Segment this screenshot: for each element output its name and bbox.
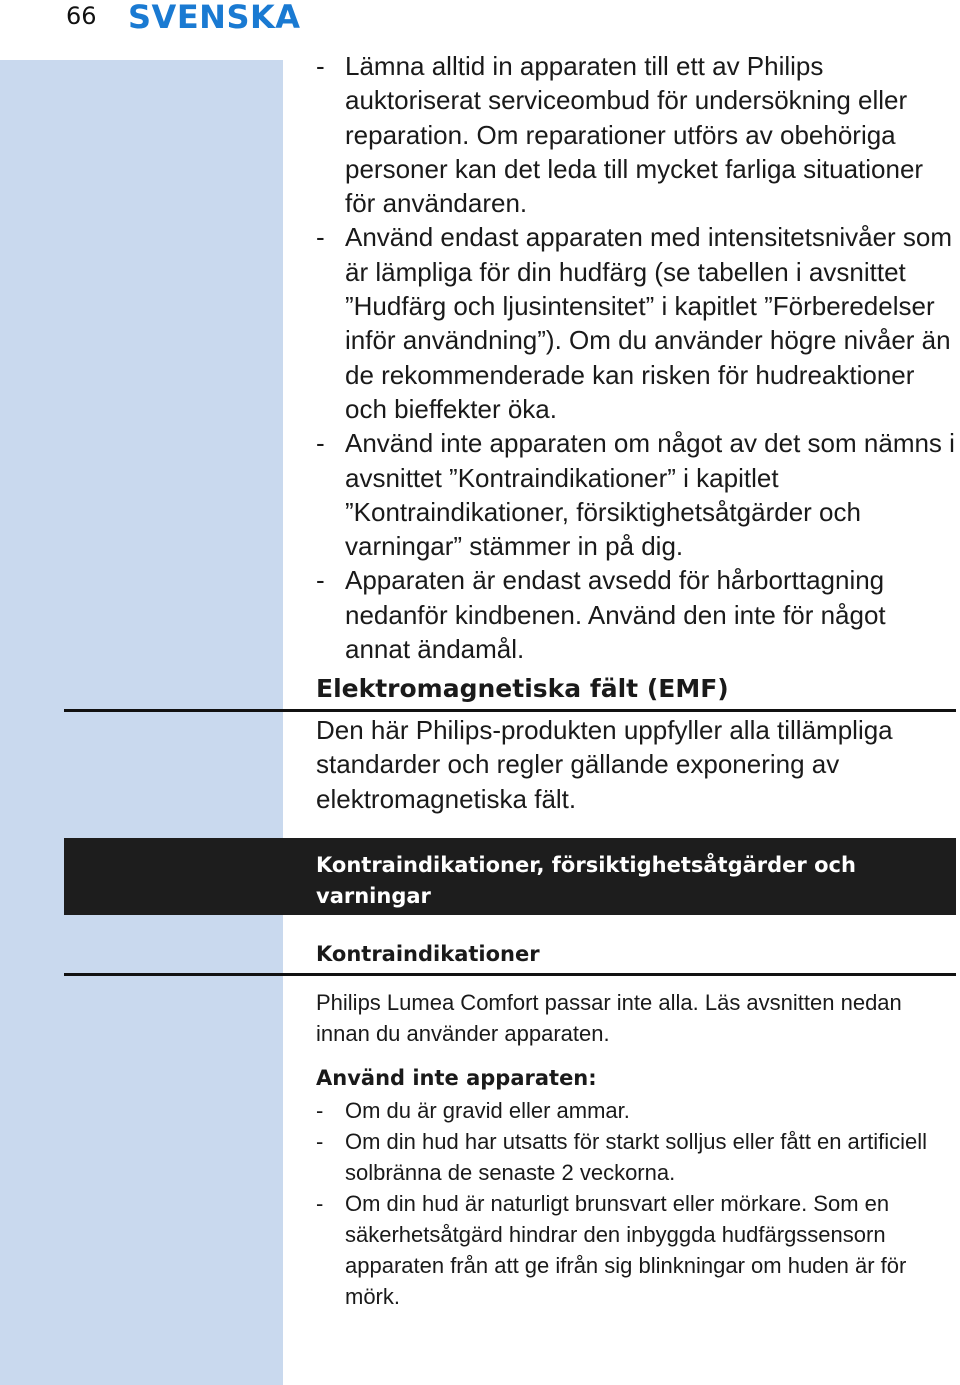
list-item: - Om din hud har utsatts för starkt solljus eller fått en artificiell solbränna de senaste 2 veckorna. — [316, 1126, 956, 1188]
page-title: SVENSKA — [128, 0, 301, 36]
list-item: - Apparaten är endast avsedd för hårborttagning nedanför kindbenen. Använd den inte för något annat ändamål. — [316, 563, 956, 666]
emf-heading: Elektromagnetiska fält (EMF) — [316, 674, 729, 703]
list-item: - Om din hud är naturligt brunsvart eller mörkare. Som en säkerhetsåtgärd hindrar den inbyggda hudfärgssensorn apparaten från att ge ifrån sig blinkningar om huden är för mörk. — [316, 1188, 956, 1312]
emf-paragraph: Den här Philips-produkten uppfyller alla tillämpliga standarder och regler gällande exponering av elektromagnetiska fält. — [316, 715, 893, 814]
contraindications-heading-rule — [64, 973, 956, 976]
emf-heading-rule — [64, 709, 956, 712]
contraindications-heading: Kontraindikationer — [316, 942, 540, 966]
do-not-use-list — [316, 1095, 956, 1312]
page-number: 66 — [66, 2, 97, 30]
list-item: - Använd endast apparaten med intensitetsnivåer som är lämpliga för din hudfärg (se tabellen i avsnittet ”Hudfärg och ljusintensitet” i kapitlet ”Förberedelser inför användning”). Om du använder högre nivåer än de rekommenderade kan risken för hudreaktioner och bieffekter öka. — [316, 220, 956, 426]
section-banner — [64, 838, 956, 915]
do-not-use-heading: Använd inte apparaten: — [316, 1066, 597, 1090]
list-item: - Lämna alltid in apparaten till ett av Philips auktoriserat serviceombud för undersökning eller reparation. Om reparationer utförs av obehöriga personer kan det leda till mycket farliga situationer för användaren. — [316, 49, 956, 220]
section-banner-title: Kontraindikationer, försiktighetsåtgärder och varningar — [316, 853, 856, 908]
intro-list — [316, 49, 956, 666]
list-item: - Använd inte apparaten om något av det som nämns i avsnittet ”Kontraindikationer” i kapitlet ”Kontraindikationer, försiktighetsåtgärder och varningar” stämmer in på dig. — [316, 426, 956, 563]
contraindications-paragraph: Philips Lumea Comfort passar inte alla. Läs avsnitten nedan innan du använder apparaten. — [316, 990, 902, 1046]
list-item: - Om du är gravid eller ammar. — [316, 1095, 956, 1126]
sidebar-color-band — [0, 60, 283, 1385]
